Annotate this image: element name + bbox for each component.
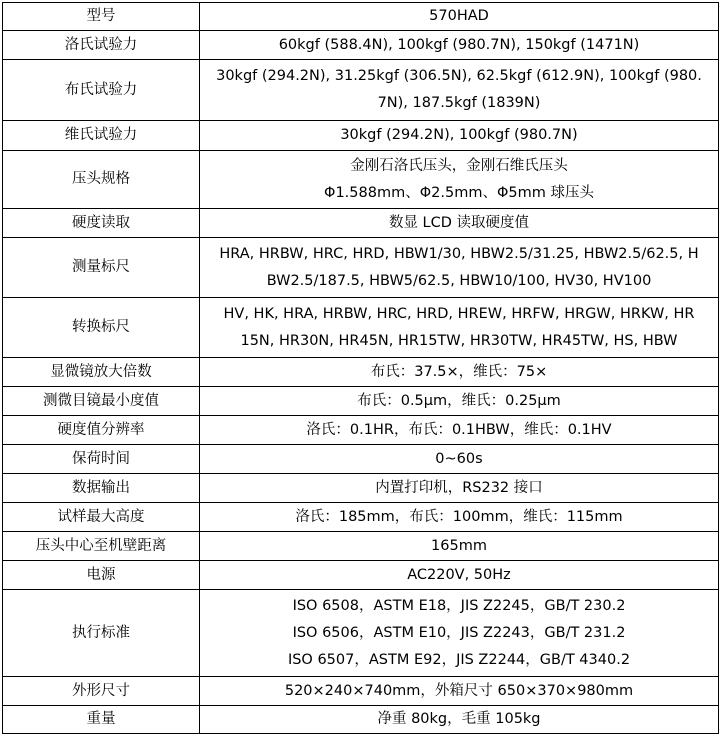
value-line: 520×240×740mm，外箱尺寸 650×370×980mm (284, 682, 634, 699)
value-line: 洛氏：185mm，布氏：100mm，维氏：115mm (295, 508, 623, 525)
table-row (3, 298, 719, 358)
table-row (3, 590, 719, 677)
table-row (3, 238, 719, 298)
value-line: 165mm (431, 537, 487, 554)
row-value (200, 121, 719, 151)
row-value (200, 416, 719, 445)
row-label: 维氏试验力 (3, 121, 200, 151)
table-row (3, 209, 719, 238)
row-value (200, 706, 719, 734)
value-line: 布氏：37.5×，维氏：75× (370, 363, 548, 380)
row-label: 保荷时间 (3, 445, 200, 474)
row-label: 布氏试验力 (3, 60, 200, 121)
row-value (200, 561, 719, 590)
row-label: 压头规格 (3, 151, 200, 209)
value-line: 15N, HR30N, HR45N, HR15TW, HR30TW, HR45TW, HS, HBW (240, 332, 678, 349)
row-value (200, 151, 719, 209)
value-line: 0~60s (435, 450, 483, 467)
row-label: 硬度读取 (3, 209, 200, 238)
row-value (200, 31, 719, 60)
table-row (3, 561, 719, 590)
row-value (200, 3, 719, 31)
value-line: ISO 6506，ASTM E10，JIS Z2243，GB/T 231.2 (292, 624, 626, 641)
value-line: 570HAD (429, 8, 489, 24)
table-row (3, 677, 719, 706)
table-row (3, 474, 719, 503)
value-line: 60kgf (588.4N), 100kgf (980.7N), 150kgf (1471N) (278, 36, 640, 53)
row-value (200, 503, 719, 532)
table-row (3, 151, 719, 209)
row-label: 测微目镜最小度值 (3, 387, 200, 416)
row-value (200, 298, 719, 358)
table-row (3, 445, 719, 474)
value-line: HRA, HRBW, HRC, HRD, HBW1/30, HBW2.5/31.25, HBW2.5/62.5, H (219, 245, 699, 262)
row-value (200, 387, 719, 416)
table-row (3, 387, 719, 416)
row-label: 型号 (3, 3, 200, 31)
row-label: 测量标尺 (3, 238, 200, 298)
row-label: 转换标尺 (3, 298, 200, 358)
value-line: AC220V, 50Hz (407, 566, 511, 583)
table-row (3, 503, 719, 532)
row-label: 显微镜放大倍数 (3, 358, 200, 387)
table-row (3, 532, 719, 561)
row-value (200, 677, 719, 706)
row-label: 试样最大高度 (3, 503, 200, 532)
value-line: 数显 LCD 读取硬度值 (388, 214, 530, 231)
row-label: 电源 (3, 561, 200, 590)
value-line: 布氏：0.5μm，维氏：0.25μm (357, 392, 561, 409)
table-row (3, 706, 719, 734)
value-line: 金刚石洛氏压头，金刚石维氏压头 (350, 157, 568, 174)
table-row (3, 31, 719, 60)
row-value (200, 358, 719, 387)
row-value (200, 474, 719, 503)
spec-table (2, 2, 719, 734)
row-value (200, 590, 719, 677)
value-line: ISO 6508，ASTM E18，JIS Z2245，GB/T 230.2 (292, 597, 626, 614)
value-line: 洛氏：0.1HR，布氏：0.1HBW，维氏：0.1HV (306, 421, 612, 438)
row-value (200, 209, 719, 238)
row-label: 重量 (3, 706, 200, 734)
value-line: HV, HK, HRA, HRBW, HRC, HRD, HREW, HRFW, HRGW, HRKW, HR (223, 305, 695, 322)
row-value (200, 60, 719, 121)
table-row (3, 60, 719, 121)
value-line: Φ1.588mm、Φ2.5mm、Φ5mm 球压头 (324, 184, 594, 201)
row-label: 洛氏试验力 (3, 31, 200, 60)
row-label: 执行标准 (3, 590, 200, 677)
value-line: 内置打印机，RS232 接口 (375, 479, 543, 496)
value-line: 7N), 187.5kgf (1839N) (377, 95, 541, 111)
row-value (200, 238, 719, 298)
value-line: 净重 80kg，毛重 105kg (377, 711, 541, 727)
value-line: 30kgf (294.2N), 100kgf (980.7N) (340, 127, 578, 143)
row-label: 压头中心至机壁距离 (3, 532, 200, 561)
row-value (200, 532, 719, 561)
value-line: ISO 6507，ASTM E92，JIS Z2244，GB/T 4340.2 (287, 651, 631, 668)
row-label: 硬度值分辨率 (3, 416, 200, 445)
table-row (3, 358, 719, 387)
table-row (3, 416, 719, 445)
row-label: 数据输出 (3, 474, 200, 503)
value-line: BW2.5/187.5, HBW5/62.5, HBW10/100, HV30, HV100 (266, 272, 652, 289)
table-row (3, 3, 719, 31)
value-line: 30kgf (294.2N), 31.25kgf (306.5N), 62.5kgf (612.9N), 100kgf (980. (216, 68, 702, 84)
row-label: 外形尺寸 (3, 677, 200, 706)
table-row (3, 121, 719, 151)
row-value (200, 445, 719, 474)
